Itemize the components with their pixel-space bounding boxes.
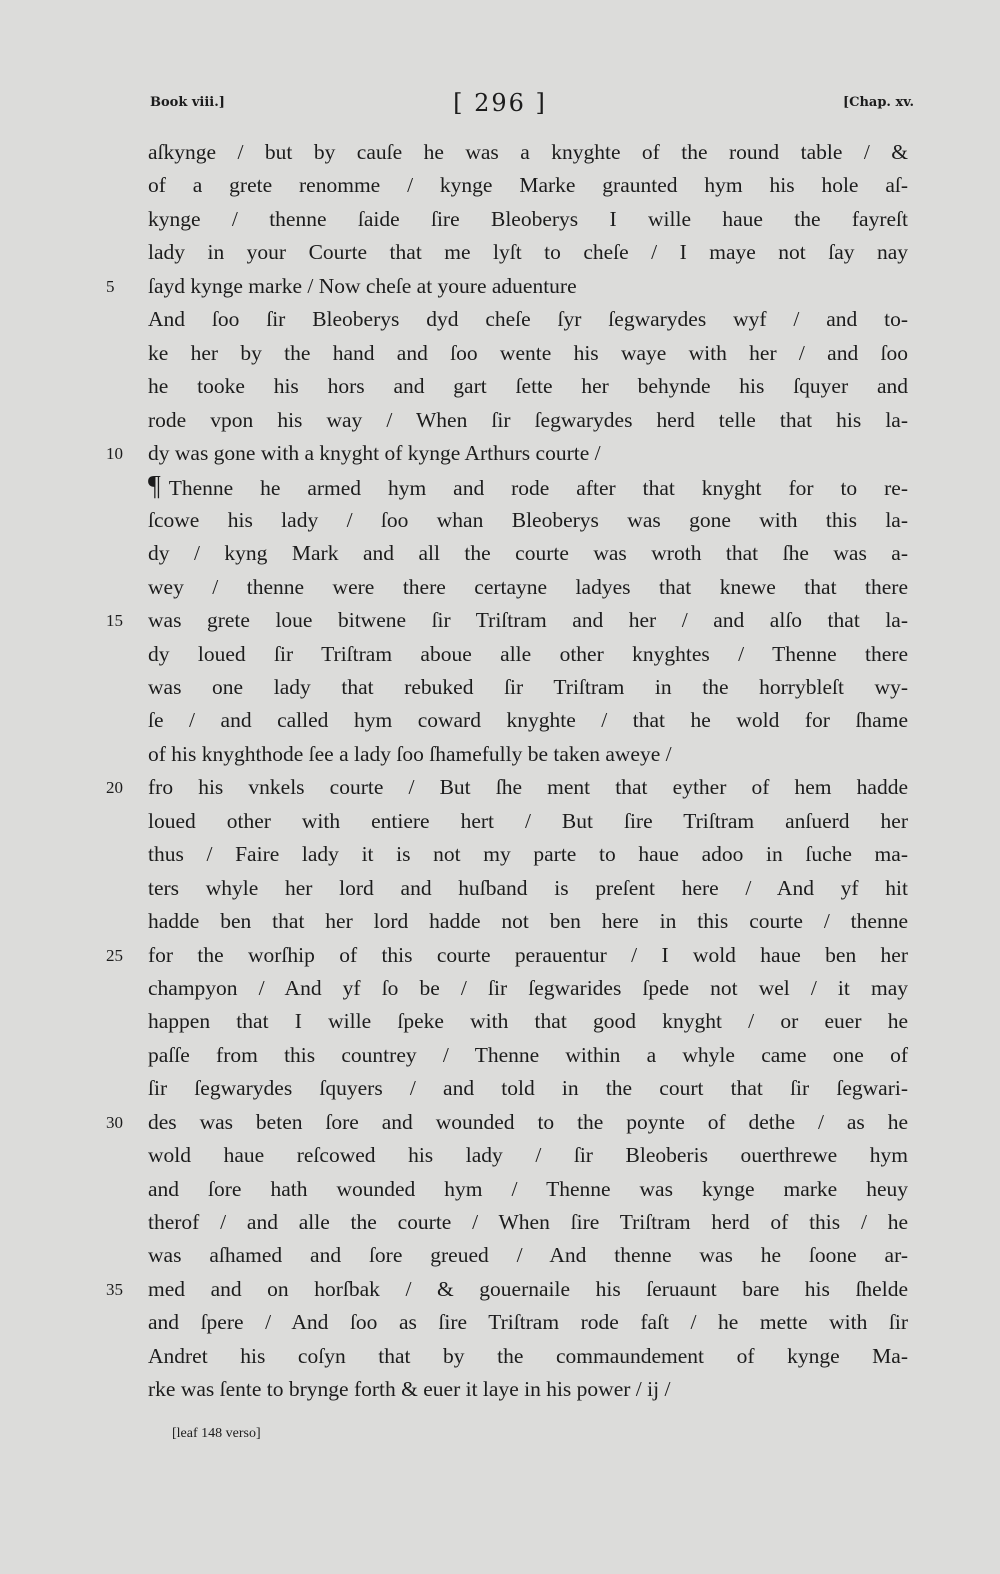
text-line <box>148 404 908 437</box>
text-line <box>148 1373 908 1406</box>
text-block <box>106 136 908 1407</box>
line-text: was one lady that rebuked ſir Triſtram in the horrybleſt wy- <box>148 675 908 699</box>
line-number: 15 <box>106 611 123 631</box>
text-line <box>148 671 908 704</box>
line-number: 10 <box>106 443 123 463</box>
text-line <box>148 1206 908 1239</box>
text-line <box>148 838 908 871</box>
line-text: And ſoo ſir Bleoberys dyd cheſe ſyr ſegwarydes wyf / and to- <box>148 307 908 332</box>
line-number: 25 <box>106 945 123 965</box>
line-text: ſir ſegwarydes ſquyers / and told in the court that ſir ſegwari- <box>148 1076 908 1101</box>
text-line <box>148 805 908 838</box>
text-line <box>148 1005 908 1038</box>
line-text: he tooke his hors and gart ſette her behynde his ſquyer and <box>148 374 908 399</box>
line-text: and ſore hath wounded hym / Thenne was kynge marke heuy <box>148 1176 908 1201</box>
line-text: Thenne he armed hym and rode after that knyght for to re- <box>168 476 908 501</box>
text-line <box>148 571 908 604</box>
text-line <box>148 1072 908 1105</box>
text-line <box>106 604 908 637</box>
text-line <box>148 972 908 1005</box>
line-text: wold haue reſcowed his lady / ſir Bleoberis ouerthrewe hym <box>148 1143 908 1168</box>
text-line <box>106 437 908 470</box>
text-line <box>106 1106 908 1139</box>
line-text: med and on horſbak / & gouernaile his ſeruaunt bare his ſhelde <box>148 1276 908 1301</box>
text-line <box>148 1340 908 1373</box>
text-line <box>148 704 908 737</box>
line-text: aſkynge / but by cauſe he was a knyghte of the round table / & <box>148 140 908 164</box>
line-text: dy / kyng Mark and all the courte was wroth that ſhe was a- <box>148 541 908 566</box>
book-number: Book viii.] <box>150 95 225 110</box>
line-text: Andret his coſyn that by the commaundement of kynge Ma- <box>148 1343 908 1368</box>
text-line <box>148 470 908 503</box>
line-text: was grete loue bitwene ſir Triſtram and her / and alſo that la- <box>148 608 908 633</box>
text-line <box>148 1173 908 1206</box>
text-line <box>148 236 908 269</box>
line-text: of a grete renomme / kynge Marke graunted hym his hole aſ- <box>148 173 908 198</box>
chapter-number: [Chap. xv. <box>842 95 914 110</box>
line-text: hadde ben that her lord hadde not ben here in this courte / thenne <box>148 909 908 934</box>
line-number: 35 <box>106 1279 123 1299</box>
line-text: champyon / And yf ſo be / ſir ſegwarides ſpede not wel / it may <box>148 975 908 1000</box>
text-line <box>106 270 908 303</box>
text-line <box>148 504 908 537</box>
line-text: ſe / and called hym coward knyghte / that he wold for ſhame <box>148 708 908 733</box>
text-line <box>148 638 908 671</box>
line-text: wey / thenne were there certayne ladyes that knewe that there <box>148 574 908 599</box>
line-text: des was beten ſore and wounded to the poynte of dethe / as he <box>148 1109 908 1134</box>
line-text: kynge / thenne ſaide ſire Bleoberys I wille haue the fayreſt <box>148 206 908 231</box>
line-text: thus / Faire lady it is not my parte to haue adoo in ſuche ma- <box>148 842 908 867</box>
line-text: fro his vnkels courte / But ſhe ment that eyther of hem hadde <box>148 775 908 800</box>
line-text: of his knyghthode ſee a lady ſoo ſhamefully be taken aweye / <box>148 741 672 766</box>
text-line <box>148 136 908 169</box>
text-line <box>148 203 908 236</box>
text-line <box>148 370 908 403</box>
line-number: 5 <box>106 276 115 296</box>
line-text: rke was ſente to brynge forth & euer it laye in his power / ij / <box>148 1377 671 1402</box>
text-line <box>148 905 908 938</box>
line-text: for the worſhip of this courte perauentur / I wold haue ben her <box>148 942 908 967</box>
line-text: loued other with entiere hert / But ſire Triſtram anſuerd her <box>148 808 908 833</box>
line-text: ſayd kynge marke / Now cheſe at youre aduenture <box>148 273 577 298</box>
text-line <box>106 771 908 804</box>
text-line <box>106 1273 908 1306</box>
line-text: ke her by the hand and ſoo wente his waye with her / and ſoo <box>148 340 908 365</box>
text-line <box>148 738 908 771</box>
text-line <box>148 537 908 570</box>
line-text: was aſhamed and ſore greued / And thenne was he ſoone ar- <box>148 1243 908 1268</box>
line-text: ters whyle her lord and huſband is preſent here / And yf hit <box>148 875 908 900</box>
line-text: happen that I wille ſpeke with that good knyght / or euer he <box>148 1009 908 1034</box>
pilcrow-icon: ¶ <box>148 471 161 503</box>
leaf-note: [leaf 148 verso] <box>172 1426 261 1441</box>
text-line <box>148 169 908 202</box>
page-number: [ 296 ] <box>453 89 547 117</box>
text-line <box>148 1306 908 1339</box>
line-text: rode vpon his way / When ſir ſegwarydes herd telle that his la- <box>148 407 908 432</box>
text-line <box>148 1239 908 1272</box>
text-line <box>148 1139 908 1172</box>
line-text: lady in your Courte that me lyſt to cheſe / I maye not ſay nay <box>148 240 908 265</box>
text-line <box>148 337 908 370</box>
line-text: paſſe from this countrey / Thenne within a whyle came one of <box>148 1042 908 1067</box>
line-text: dy was gone with a knyght of kynge Arthurs courte / <box>148 440 601 465</box>
text-line <box>148 303 908 336</box>
line-number: 20 <box>106 778 123 798</box>
text-line <box>106 939 908 972</box>
line-text: dy loued ſir Triſtram aboue alle other knyghtes / Thenne there <box>148 641 908 666</box>
line-text: therof / and alle the courte / When ſire Triſtram herd of this / he <box>148 1210 908 1234</box>
line-number: 30 <box>106 1112 123 1132</box>
line-text: and ſpere / And ſoo as ſire Triſtram rode faſt / he mette with ſir <box>148 1310 908 1335</box>
text-line <box>148 1039 908 1072</box>
text-line <box>148 872 908 905</box>
line-text: ſcowe his lady / ſoo whan Bleoberys was gone with this la- <box>148 507 908 532</box>
